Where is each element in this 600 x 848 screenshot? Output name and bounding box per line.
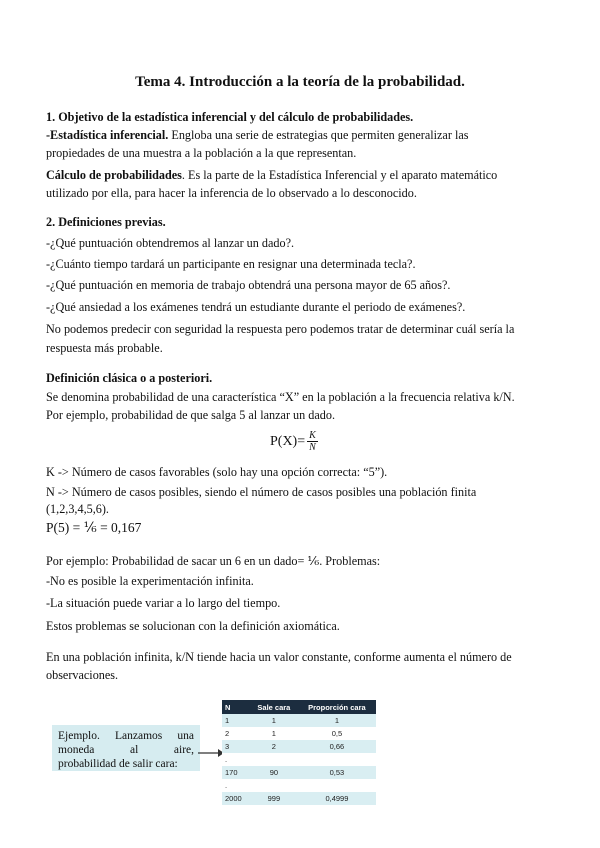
formula-lhs: P(X)= [270,433,306,449]
cell-n: . [222,779,250,792]
table-row [222,753,376,766]
cell-proportion: 0,53 [298,766,376,779]
cell-proportion [298,753,376,766]
table-row [222,779,376,792]
page-title: Tema 4. Introducción a la teoría de la probabilidad. [135,74,465,90]
cell-proportion [298,779,376,792]
coin-toss-table [222,700,376,814]
example-line: Por ejemplo: Probabilidad de sacar un 6 en un dado= ⅙. Problemas: [46,554,381,568]
classic-heading: Definición clásica o a posteriori. [46,371,213,385]
infinite-line1: En una población infinita, k/N tiende hacia un valor constante, conforme aumenta el número de [46,650,512,664]
cell-n: 2000 [222,792,250,805]
question-1: -¿Qué puntuación obtendremos al lanzar un dado?. [46,236,295,250]
solution-line: Estos problemas se solucionan con la definición axiomática. [46,619,340,633]
table-header-row [222,700,376,714]
n-definition-line1: N -> Número de casos posibles, siendo el número de casos posibles una población finita [46,485,477,499]
section1-p2-line2: utilizado por ella, para hacer la inferencia de lo observado a lo desconocido. [46,186,417,200]
formula-denominator: N [309,442,316,453]
cell-proportion: 0,5 [298,727,376,740]
p5-result: P(5) = ⅙ = 0,167 [46,520,142,535]
cell-heads: 999 [250,792,298,805]
header-heads: Sale cara [250,700,298,714]
cell-heads: 1 [250,714,298,727]
table-row [222,766,376,779]
question-2: -¿Cuánto tiempo tardará un participante en resignar una determinada tecla?. [46,257,416,271]
cell-heads: 1 [250,727,298,740]
section2-p-line2: respuesta más probable. [46,341,163,355]
table-row [222,792,376,805]
question-3: -¿Qué puntuación en memoria de trabajo obtendrá una persona mayor de 65 años?. [46,278,451,292]
cell-proportion: 0,4999 [298,792,376,805]
p2-text: . Es la parte de la Estadística Inferencial y el aparato matemático [181,168,498,182]
n-definition-line2: (1,2,3,4,5,6). [46,502,109,516]
cell-n: 3 [222,740,250,753]
example-callout [52,725,200,771]
term-probability-calc: Cálculo de probabilidades [46,168,182,182]
cell-n: . [222,753,250,766]
cell-n: 2 [222,727,250,740]
cell-n: 1 [222,714,250,727]
table-row [222,727,376,740]
probability-formula [270,430,318,453]
formula-fraction [307,430,318,453]
section2-p-line1: No podemos predecir con seguridad la respuesta pero podemos tratar de determinar cuál sería la [46,322,515,336]
classic-line1: Se denomina probabilidad de una característica “X” en la población a la frecuencia relativa k/N. [46,390,515,404]
p1-text: Engloba una serie de estrategias que permiten generalizar las [168,128,469,142]
section1-p2-line1 [46,168,556,183]
cell-heads: 2 [250,740,298,753]
infinite-line2: observaciones. [46,668,119,682]
k-definition: K -> Número de casos favorables (solo hay una opción correcta: “5”). [46,465,388,479]
cell-heads: 90 [250,766,298,779]
cell-heads [250,779,298,792]
term-inferential: -Estadística inferencial. [46,128,169,142]
arrow-right-icon [198,748,224,758]
formula-numerator: K [309,430,316,441]
cell-n: 170 [222,766,250,779]
section1-p1-line2: propiedades de una muestra a la población a la que representan. [46,146,357,160]
cell-proportion: 0,66 [298,740,376,753]
header-n: N [222,700,250,714]
cell-proportion: 1 [298,714,376,727]
section2-heading: 2. Definiciones previas. [46,215,166,229]
section1-heading: 1. Objetivo de la estadística inferencial y del cálculo de probabilidades. [46,110,414,124]
question-4: -¿Qué ansiedad a los exámenes tendrá un estudiante durante el periodo de exámenes?. [46,300,466,314]
section1-p1-line1 [46,128,556,143]
problem-1: -No es posible la experimentación infinita. [46,574,254,588]
callout-line1: Ejemplo. Lanzamos una [58,730,194,742]
header-proportion: Proporción cara [298,700,376,714]
problem-2: -La situación puede variar a lo largo del tiempo. [46,596,281,610]
callout-line3: probabilidad de salir cara: [58,758,178,770]
cell-heads [250,753,298,766]
table-row [222,714,376,727]
table-row [222,740,376,753]
callout-line2: moneda al aire, [58,744,194,756]
classic-line2: Por ejemplo, probabilidad de que salga 5 al lanzar un dado. [46,408,336,422]
